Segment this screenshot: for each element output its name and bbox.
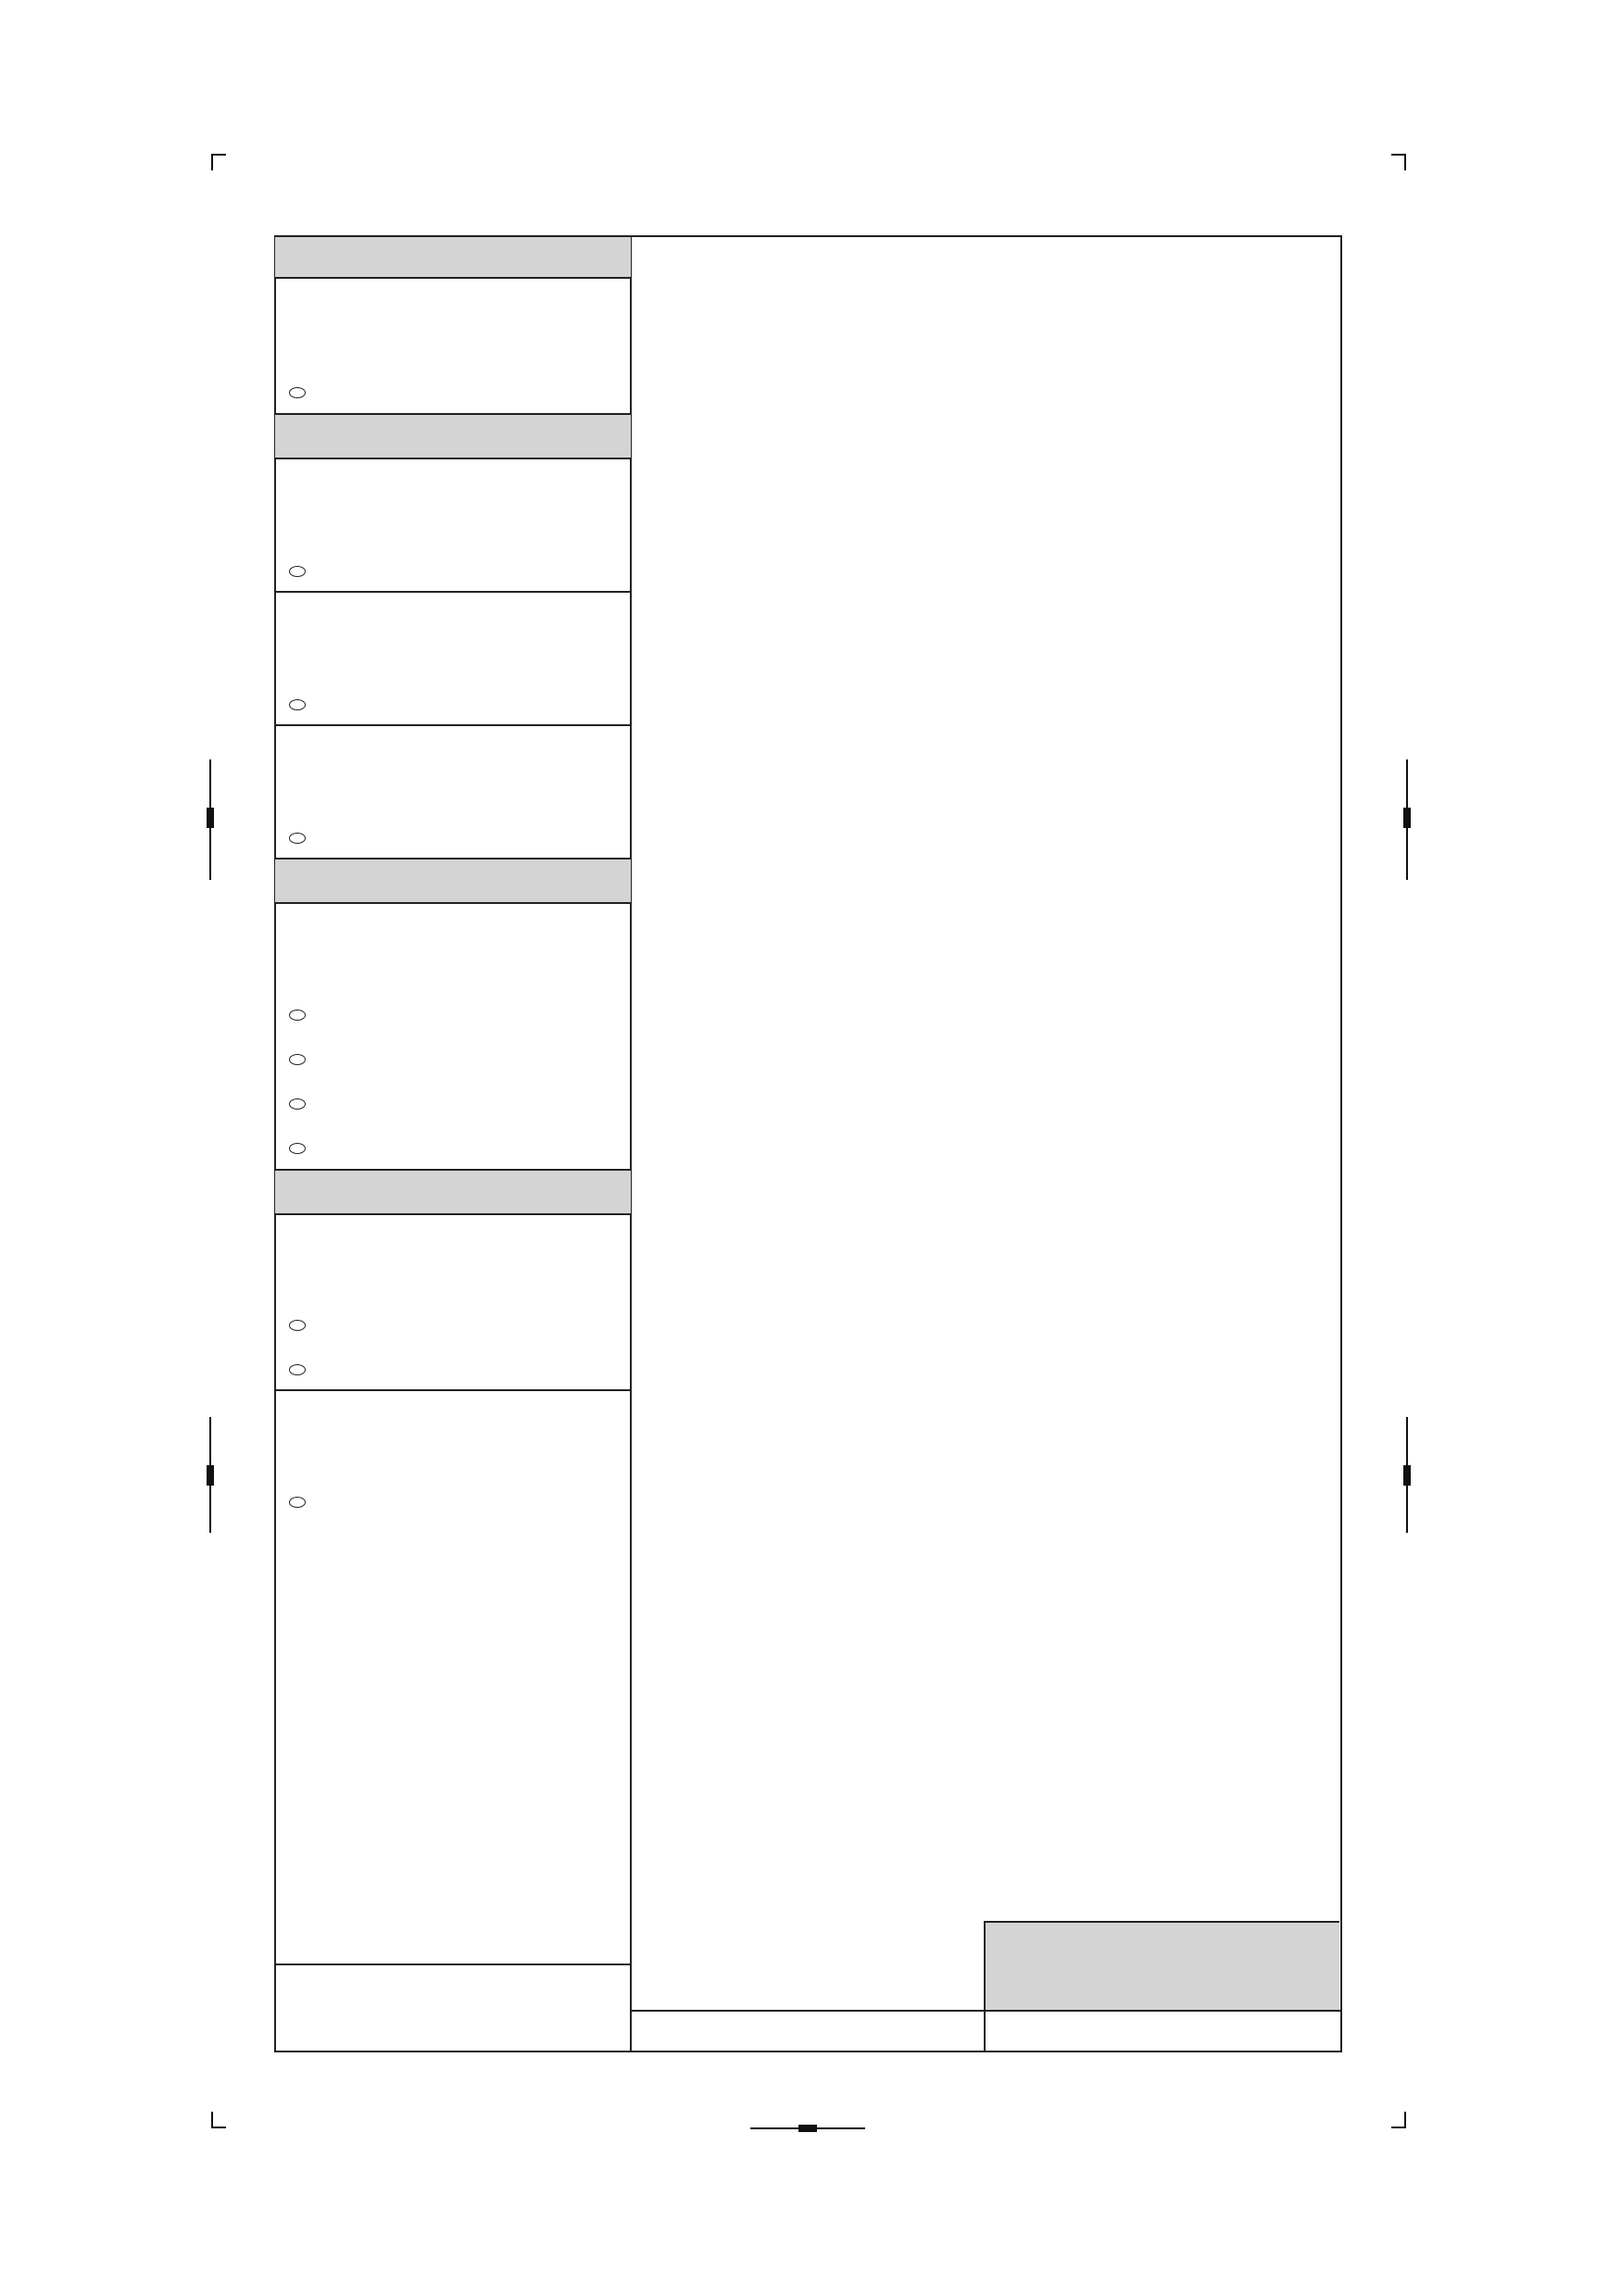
- oval-icon[interactable]: [289, 1364, 306, 1375]
- oval-icon[interactable]: [289, 1054, 306, 1065]
- oval-icon[interactable]: [289, 1320, 306, 1331]
- section-state: [275, 235, 631, 279]
- candidate-option[interactable]: [289, 1489, 641, 1515]
- race-divider: [274, 591, 632, 593]
- candidate-option[interactable]: [289, 1047, 641, 1073]
- race-divider: [274, 1389, 632, 1391]
- oval-icon[interactable]: [289, 1010, 306, 1021]
- candidate-option[interactable]: [289, 825, 641, 851]
- oval-icon[interactable]: [289, 699, 306, 710]
- oval-icon[interactable]: [289, 833, 306, 844]
- candidate-option[interactable]: [289, 692, 641, 718]
- precinct-box-top: [274, 1964, 632, 1965]
- vote-both-sides-box: [984, 1921, 1339, 2010]
- oval-icon[interactable]: [289, 1143, 306, 1154]
- candidate-option[interactable]: [289, 1135, 641, 1161]
- candidate-option[interactable]: [289, 1002, 641, 1028]
- footer-divider: [630, 2010, 1341, 2012]
- section-city: [275, 858, 631, 904]
- oval-icon[interactable]: [289, 566, 306, 577]
- code-box-divider: [984, 2010, 986, 2052]
- race-divider: [274, 724, 632, 726]
- candidate-option[interactable]: [289, 1091, 641, 1117]
- oval-icon[interactable]: [289, 387, 306, 398]
- candidate-option[interactable]: [289, 1357, 641, 1383]
- candidate-option[interactable]: [289, 558, 641, 584]
- section-county: [275, 413, 631, 459]
- section-isd: [275, 1169, 631, 1215]
- candidate-option[interactable]: [289, 380, 641, 406]
- oval-icon[interactable]: [289, 1098, 306, 1110]
- candidate-option[interactable]: [289, 1312, 641, 1338]
- oval-icon[interactable]: [289, 1497, 306, 1508]
